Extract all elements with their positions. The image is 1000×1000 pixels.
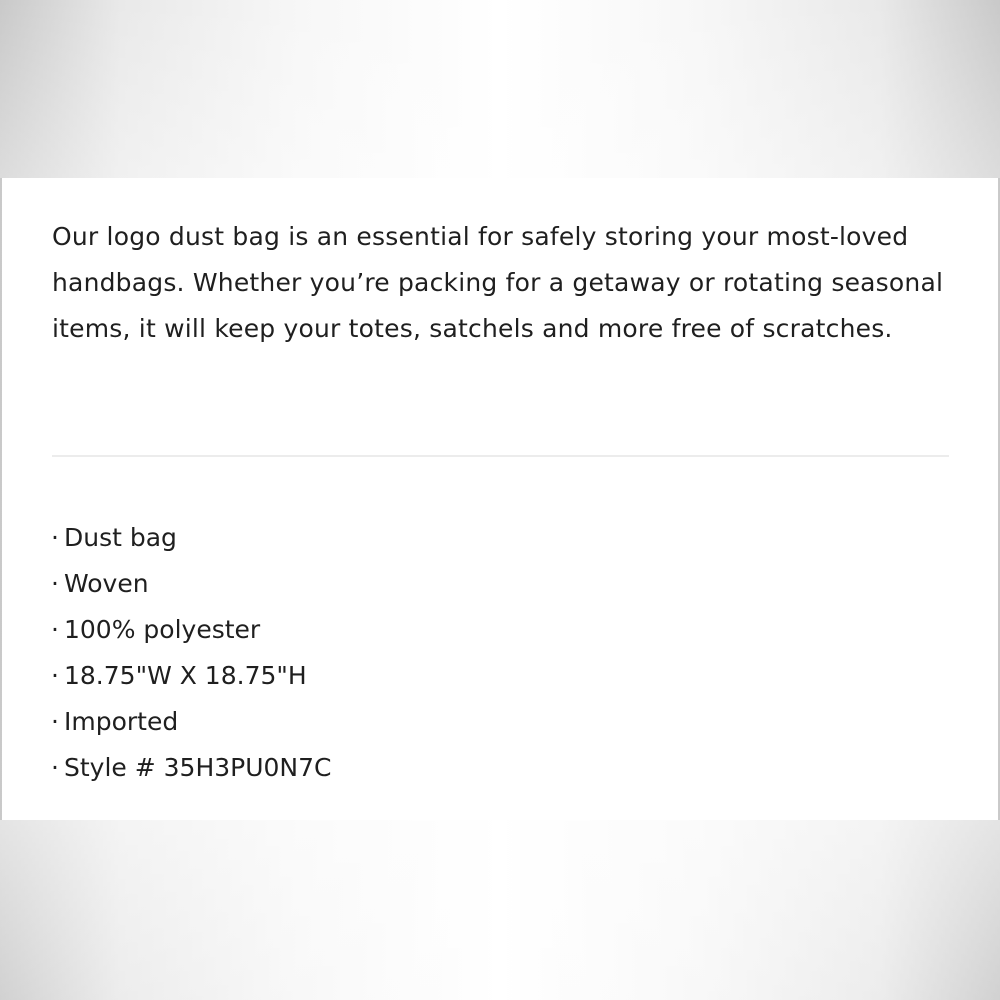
feature-item [46, 607, 332, 653]
feature-item [46, 653, 332, 699]
bullet-icon: · [51, 753, 59, 782]
feature-text: Imported [64, 707, 179, 736]
feature-text: Woven [64, 569, 149, 598]
product-features-list [46, 515, 332, 791]
bullet-icon: · [51, 615, 59, 644]
feature-text: 18.75"W X 18.75"H [64, 661, 307, 690]
feature-item [46, 561, 332, 607]
feature-text: 100% polyester [64, 615, 261, 644]
bottom-background [0, 820, 1000, 1000]
bullet-icon: · [51, 523, 59, 552]
top-background [0, 0, 1000, 178]
feature-item [46, 699, 332, 745]
feature-text: Dust bag [64, 523, 177, 552]
product-description: Our logo dust bag is an essential for safely storing your most-loved handbags. Whether you’re packing for a getaway or rotating seasonal items, it will keep your totes, satchels and more free of scratches. [52, 222, 944, 343]
feature-item [46, 515, 332, 561]
bullet-icon: · [51, 707, 59, 736]
bullet-icon: · [51, 569, 59, 598]
feature-item [46, 745, 332, 791]
section-divider [52, 455, 949, 457]
bullet-icon: · [51, 661, 59, 690]
feature-text: Style # 35H3PU0N7C [64, 753, 332, 782]
